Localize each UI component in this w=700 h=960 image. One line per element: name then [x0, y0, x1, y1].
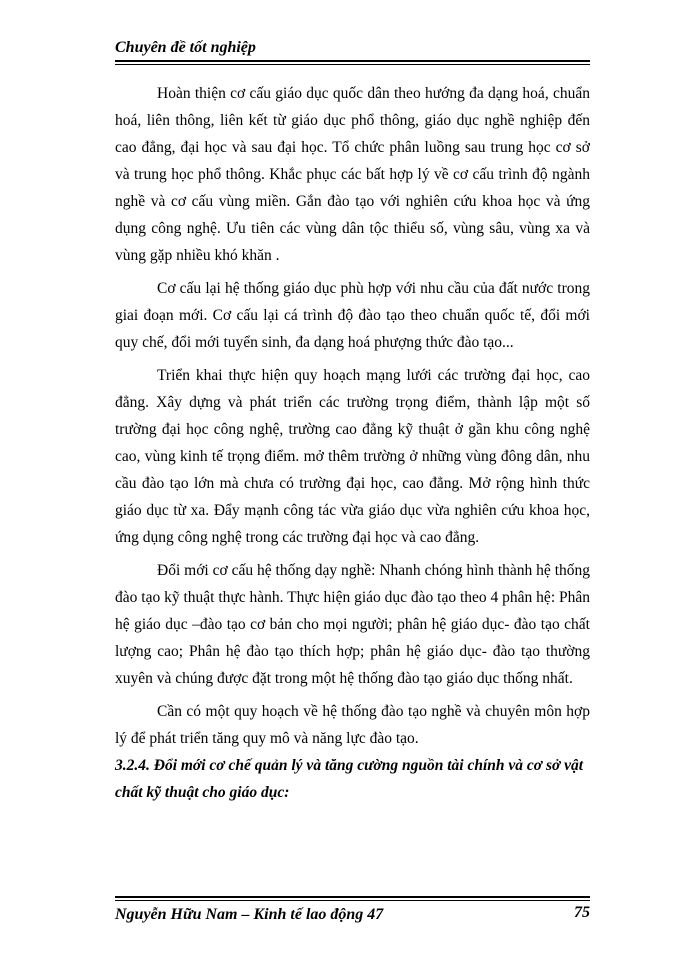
paragraph-4: Đổi mới cơ cấu hệ thống dạy nghề: Nhanh chóng hình thành hệ thống đào tạo kỹ thuật thực hành. Thực hiện giáo dục đào tạo theo 4 phân hệ: Phân hệ giáo dục –đào tạo cơ bản cho mọi người; phân hệ giáo dục- đào tạo chất lượng cao; Phân hệ đào tạo thích hợp; phân hệ giáo dục- đào tạo thường xuyên và chúng được đặt trong một hệ thống đào tạo giáo dục thống nhất.: [115, 562, 590, 687]
paragraph-5: Cần có một quy hoạch về hệ thống đào tạo nghề và chuyên môn hợp lý để phát triển tăng quy mô và năng lực đào tạo.: [115, 703, 590, 747]
header-title: Chuyên đề tốt nghiệp: [115, 39, 256, 56]
page-number: 75: [574, 904, 590, 921]
footer-author: Nguyễn Hữu Nam – Kinh tế lao động 47: [115, 906, 384, 923]
paragraph-2: Cơ cấu lại hệ thống giáo dục phù hợp với nhu cầu của đất nước trong giai đoạn mới. Cơ cấu lại cá trình độ đào tạo theo chuẩn quốc tế, đổi mới quy chế, đổi mới tuyển sinh, đa dạng hoá phượng thức đào tạo...: [115, 280, 590, 351]
paragraph-1: Hoàn thiện cơ cấu giáo dục quốc dân theo hướng đa dạng hoá, chuẩn hoá, liên thông, liên kết từ giáo dục phổ thông, giáo dục nghề nghiệp đến cao đẳng, đại học và sau đại học. Tổ chức phân luồng sau trung học cơ sở và trung học phổ thông. Khắc phục các bất hợp lý về cơ cấu trình độ ngành nghề và cơ cấu vùng miền. Gắn đào tạo với nghiên cứu khoa học và ứng dụng công nghệ. Ưu tiên các vùng dân tộc thiểu số, vùng sâu, vùng xa và vùng gặp nhiều khó khăn .: [115, 85, 590, 264]
footer-rule-thin: [115, 900, 590, 901]
page-body: [115, 80, 590, 806]
paragraph-3: Triển khai thực hiện quy hoạch mạng lưới các trường đại học, cao đẳng. Xây dựng và phát triển các trường trọng điểm, thành lập một số trường đại học công nghệ, trường cao đẳng kỹ thuật ở gần khu công nghệ cao, vùng kinh tế trọng điểm. mở thêm trường ở những vùng đông dân, nhu cầu đào tạo lớn mà chưa có trường đại học, cao đẳng. Mở rộng hình thức giáo dục từ xa. Đẩy mạnh công tác vừa giáo dục vừa nghiên cứu khoa học, ứng dụng công nghệ trong các trường đại học và cao đẳng.: [115, 367, 590, 546]
footer-rule: [115, 896, 590, 898]
section-heading: 3.2.4. Đổi mới cơ chế quản lý và tăng cường nguồn tài chính và cơ sở vật chất kỹ thuật cho giáo dục:: [115, 757, 584, 801]
page-header: [115, 38, 590, 58]
header-rule-thin: [115, 64, 590, 65]
header-rule: [115, 60, 590, 62]
